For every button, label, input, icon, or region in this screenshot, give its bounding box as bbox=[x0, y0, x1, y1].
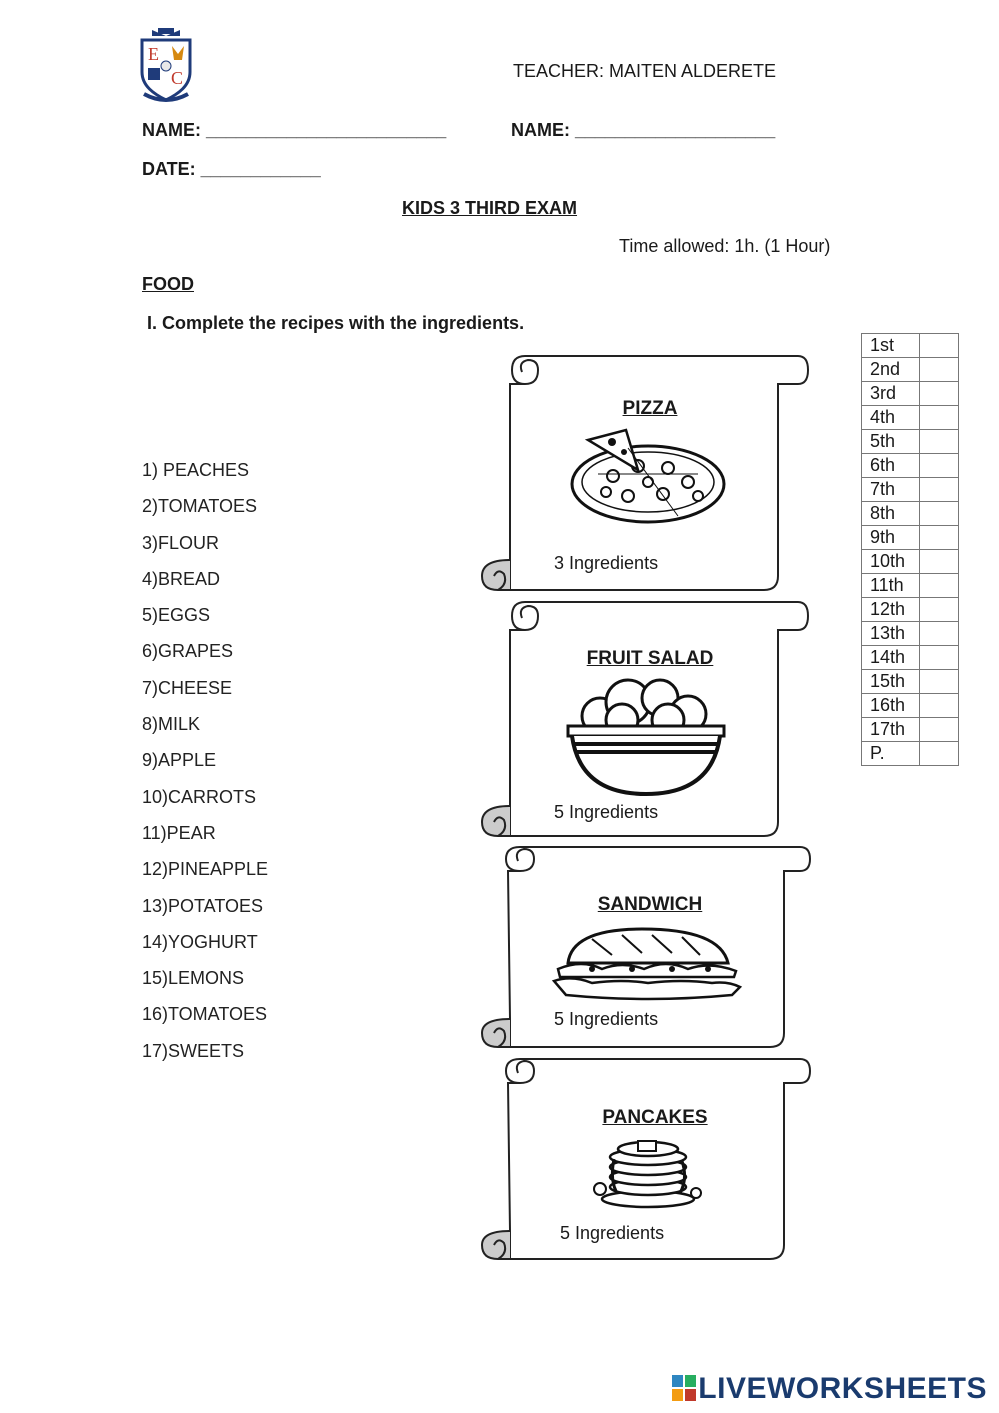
order-row bbox=[862, 574, 959, 598]
order-answer-cell[interactable] bbox=[920, 550, 959, 574]
order-label: 10th bbox=[862, 550, 920, 574]
recipe-scroll-fruit-salad[interactable] bbox=[480, 600, 810, 840]
order-answer-cell[interactable] bbox=[920, 454, 959, 478]
recipe-title: PIZZA bbox=[622, 398, 678, 419]
student-name-field-1[interactable]: NAME: ________________________ bbox=[142, 120, 447, 140]
order-answer-cell[interactable] bbox=[920, 358, 959, 382]
order-answer-cell[interactable] bbox=[920, 430, 959, 454]
ingredient-list bbox=[142, 458, 268, 1075]
ingredient-item[interactable]: 9)APPLE bbox=[142, 750, 217, 771]
order-label: 9th bbox=[862, 526, 920, 550]
svg-text:E: E bbox=[148, 44, 159, 64]
ingredient-item[interactable]: 15)LEMONS bbox=[142, 968, 245, 989]
order-label: 14th bbox=[862, 646, 920, 670]
order-label: 7th bbox=[862, 478, 920, 502]
order-answer-cell[interactable] bbox=[920, 646, 959, 670]
order-label: 12th bbox=[862, 598, 920, 622]
recipe-scroll-pizza[interactable] bbox=[480, 354, 810, 594]
brand-text: LIVEWORKSHEETS bbox=[698, 1372, 987, 1405]
order-answer-cell[interactable] bbox=[920, 742, 959, 766]
ingredient-item[interactable]: 16)TOMATOES bbox=[142, 1004, 268, 1025]
exam-title: KIDS 3 THIRD EXAM bbox=[402, 198, 578, 218]
ingredient-item[interactable]: 2)TOMATOES bbox=[142, 496, 258, 517]
order-label: P. bbox=[862, 742, 920, 766]
ingredient-item[interactable]: 1) PEACHES bbox=[142, 460, 250, 480]
recipe-scroll-sandwich[interactable] bbox=[480, 845, 810, 1050]
order-row bbox=[862, 670, 959, 694]
ingredient-item[interactable]: 5)EGGS bbox=[142, 605, 211, 626]
order-row bbox=[862, 334, 959, 358]
order-row bbox=[862, 622, 959, 646]
recipe-title: FRUIT SALAD bbox=[586, 648, 714, 669]
order-answer-cell[interactable] bbox=[920, 406, 959, 430]
ingredient-count: 5 Ingredients bbox=[554, 1009, 659, 1029]
order-row bbox=[862, 382, 959, 406]
order-answer-cell[interactable] bbox=[920, 526, 959, 550]
order-label: 1st bbox=[862, 334, 920, 358]
student-name-field-2[interactable]: NAME: ____________________ bbox=[511, 120, 776, 140]
teacher-label: TEACHER: MAITEN ALDERETE bbox=[513, 61, 777, 81]
order-answer-cell[interactable] bbox=[920, 622, 959, 646]
order-row bbox=[862, 646, 959, 670]
school-crest-logo bbox=[138, 28, 194, 104]
ingredient-item[interactable]: 14)YOGHURT bbox=[142, 931, 258, 952]
ingredient-item[interactable]: 3)FLOUR bbox=[142, 532, 220, 553]
order-answer-cell[interactable] bbox=[920, 574, 959, 598]
ingredient-item[interactable]: 12)PINEAPPLE bbox=[142, 859, 269, 880]
ingredient-count: 5 Ingredients bbox=[554, 802, 659, 822]
order-table bbox=[861, 333, 959, 766]
order-row bbox=[862, 742, 959, 766]
order-answer-cell[interactable] bbox=[920, 334, 959, 358]
svg-text:C: C bbox=[171, 68, 184, 88]
ingredient-item[interactable]: 11)PEAR bbox=[142, 822, 216, 843]
order-row bbox=[862, 526, 959, 550]
date-field[interactable]: DATE: ____________ bbox=[142, 159, 321, 179]
order-row bbox=[862, 694, 959, 718]
order-label: 3rd bbox=[862, 382, 920, 406]
ingredient-count: 3 Ingredients bbox=[554, 553, 659, 573]
liveworksheets-logo-icon bbox=[672, 1375, 696, 1401]
order-label: 5th bbox=[862, 430, 920, 454]
topic-heading: FOOD bbox=[142, 274, 194, 294]
recipe-title: SANDWICH bbox=[597, 894, 703, 915]
order-row bbox=[862, 502, 959, 526]
order-answer-cell[interactable] bbox=[920, 502, 959, 526]
order-label: 13th bbox=[862, 622, 920, 646]
order-row bbox=[862, 598, 959, 622]
ingredient-item[interactable]: 13)POTATOES bbox=[142, 895, 264, 916]
order-row bbox=[862, 478, 959, 502]
order-row bbox=[862, 406, 959, 430]
ingredient-item[interactable]: 17)SWEETS bbox=[142, 1040, 245, 1061]
order-row bbox=[862, 454, 959, 478]
ingredient-count: 5 Ingredients bbox=[560, 1223, 665, 1243]
order-row bbox=[862, 718, 959, 742]
liveworksheets-brand bbox=[672, 1372, 987, 1406]
order-label: 2nd bbox=[862, 358, 920, 382]
order-answer-cell[interactable] bbox=[920, 670, 959, 694]
order-label: 4th bbox=[862, 406, 920, 430]
order-answer-cell[interactable] bbox=[920, 478, 959, 502]
order-answer-cell[interactable] bbox=[920, 694, 959, 718]
order-label: 8th bbox=[862, 502, 920, 526]
order-answer-cell[interactable] bbox=[920, 598, 959, 622]
order-answer-cell[interactable] bbox=[920, 382, 959, 406]
instruction-text: I. Complete the recipes with the ingredients. bbox=[147, 313, 525, 333]
order-row bbox=[862, 550, 959, 574]
order-label: 17th bbox=[862, 718, 920, 742]
order-label: 16th bbox=[862, 694, 920, 718]
recipe-scroll-pancakes[interactable] bbox=[480, 1057, 810, 1262]
ingredient-item[interactable]: 7)CHEESE bbox=[142, 677, 233, 698]
recipe-title: PANCAKES bbox=[602, 1107, 708, 1128]
ingredient-item[interactable]: 8)MILK bbox=[142, 714, 201, 735]
order-row bbox=[862, 430, 959, 454]
order-label: 6th bbox=[862, 454, 920, 478]
order-row bbox=[862, 358, 959, 382]
ingredient-item[interactable]: 6)GRAPES bbox=[142, 641, 234, 662]
time-allowed: Time allowed: 1h. (1 Hour) bbox=[619, 236, 831, 256]
ingredient-item[interactable]: 10)CARROTS bbox=[142, 786, 257, 807]
order-label: 11th bbox=[862, 574, 920, 598]
order-label: 15th bbox=[862, 670, 920, 694]
order-answer-cell[interactable] bbox=[920, 718, 959, 742]
ingredient-item[interactable]: 4)BREAD bbox=[142, 568, 221, 589]
